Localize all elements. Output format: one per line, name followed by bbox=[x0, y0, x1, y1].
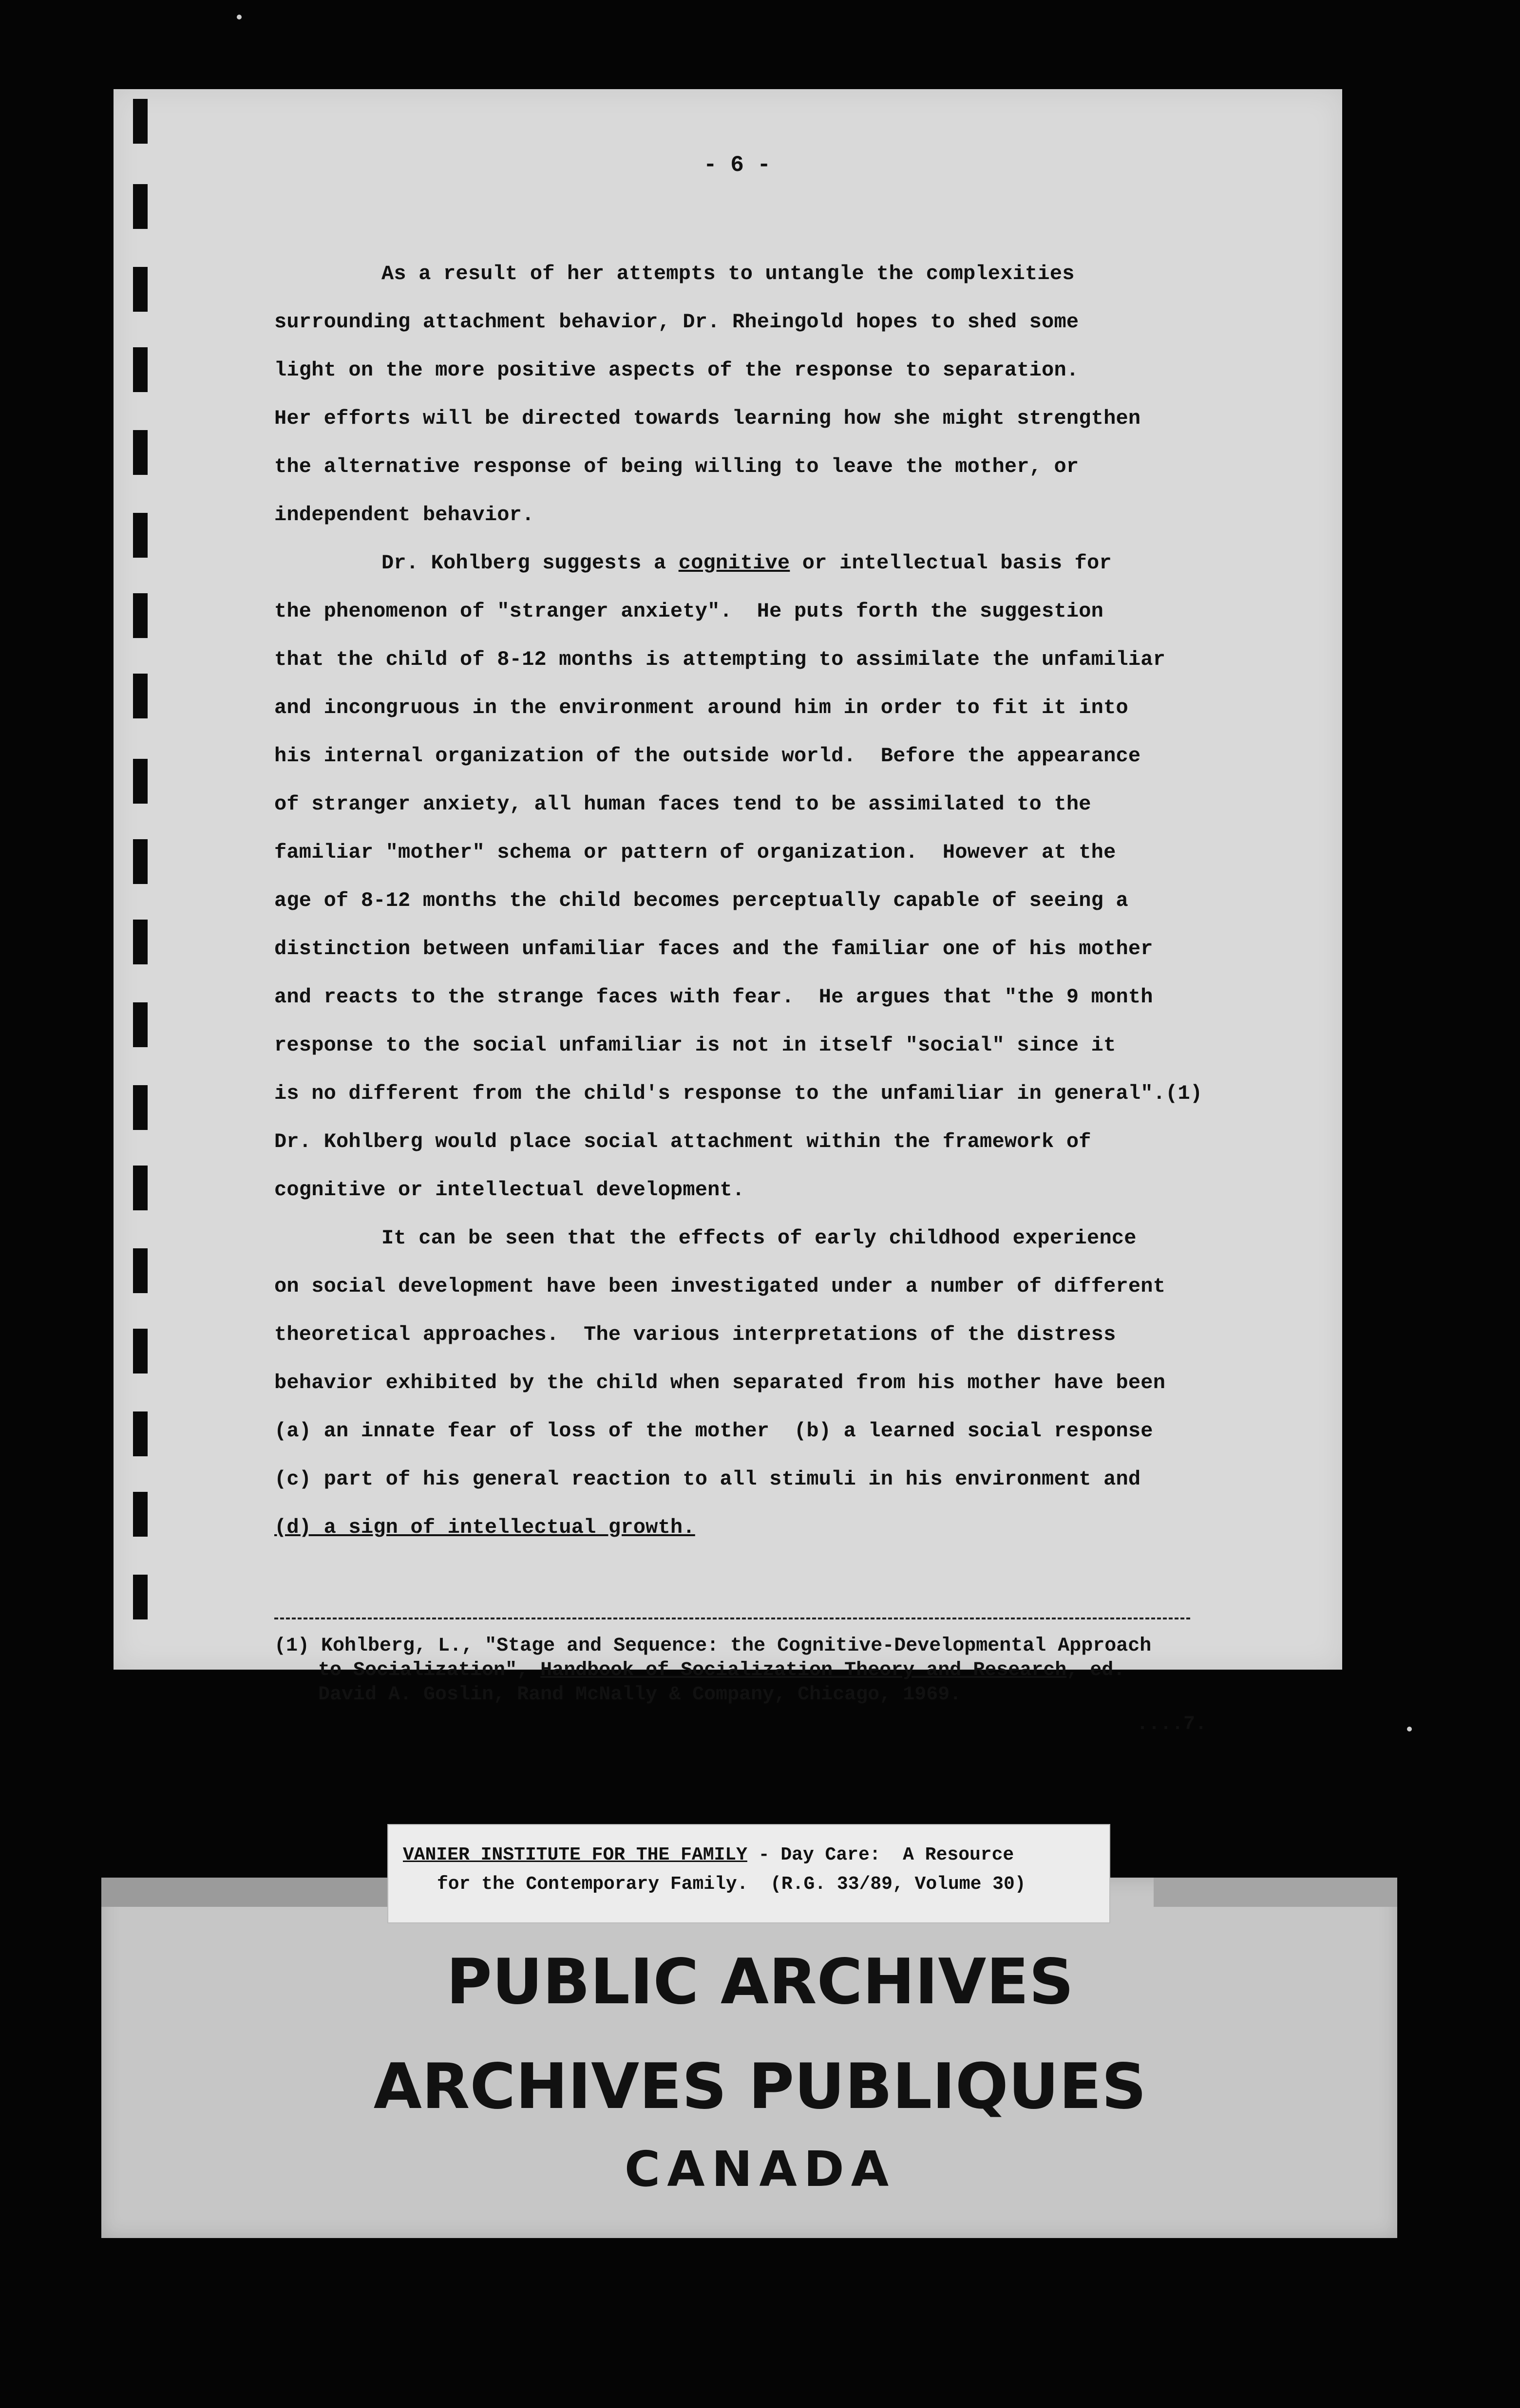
text-line: (c) part of his general reaction to all stimuli in his environment and bbox=[274, 1467, 1141, 1491]
text-line: cognitive or intellectual development. bbox=[274, 1178, 745, 1202]
film-sprocket-hole bbox=[133, 1085, 148, 1130]
footnote-text: Kohlberg, L., "Stage and Sequence: the Cognitive-Developmental Approach bbox=[309, 1635, 1152, 1657]
text-line: Dr. Kohlberg would place social attachment within the framework of bbox=[274, 1130, 1091, 1153]
film-speck bbox=[237, 15, 242, 19]
text-line: light on the more positive aspects of the response to separation. bbox=[274, 358, 1079, 382]
text-line: the alternative response of being willing to leave the mother, or bbox=[274, 455, 1079, 478]
film-sprocket-hole bbox=[133, 347, 148, 392]
underlined-word: cognitive bbox=[678, 551, 790, 575]
footnote-line: David A. Goslin, Rand McNally & Company, Chicago, 1969. bbox=[318, 1684, 962, 1706]
film-sprocket-hole bbox=[133, 1166, 148, 1210]
film-sprocket-hole bbox=[133, 759, 148, 804]
label-line-1 bbox=[403, 1844, 1014, 1865]
film-sprocket-hole bbox=[133, 1492, 148, 1537]
footnote-rule bbox=[274, 1618, 1190, 1619]
text-line: It can be seen that the effects of early childhood experience bbox=[381, 1226, 1137, 1250]
text-line: on social development have been investigated under a number of different bbox=[274, 1275, 1166, 1298]
text-line: As a result of her attempts to untangle the complexities bbox=[381, 262, 1075, 285]
typed-page bbox=[114, 89, 1342, 1735]
text-line: (d) a sign of intellectual growth. bbox=[274, 1516, 695, 1539]
film-speck bbox=[1407, 1727, 1412, 1731]
archive-label bbox=[387, 1824, 1110, 1923]
film-sprocket-hole bbox=[133, 674, 148, 718]
film-sprocket-hole bbox=[133, 1002, 148, 1047]
archive-heading-french: ARCHIVES PUBLIQUES bbox=[373, 2051, 1147, 2123]
archive-heading-english: PUBLIC ARCHIVES bbox=[446, 1946, 1074, 2018]
footnote-line bbox=[274, 1634, 1336, 1658]
card-edge bbox=[1154, 1878, 1397, 1907]
text-line: that the child of 8-12 months is attempting to assimilate the unfamiliar bbox=[274, 648, 1166, 671]
film-sprocket-hole bbox=[133, 267, 148, 312]
text-line bbox=[274, 539, 1317, 587]
text-line: and incongruous in the environment around him in order to fit it into bbox=[274, 696, 1128, 719]
film-sprocket-hole bbox=[133, 1329, 148, 1373]
text-line: surrounding attachment behavior, Dr. Rheingold hopes to shed some bbox=[274, 310, 1079, 334]
text-fragment: Dr. Kohlberg suggests a bbox=[381, 551, 679, 575]
text-line: independent behavior. bbox=[274, 503, 534, 527]
text-line: age of 8-12 months the child becomes perceptually capable of seeing a bbox=[274, 889, 1128, 912]
continuation-marker: ....7. bbox=[1137, 1713, 1207, 1735]
film-sprocket-hole bbox=[133, 920, 148, 964]
text-line: distinction between unfamiliar faces and the familiar one of his mother bbox=[274, 937, 1153, 960]
film-sprocket-hole bbox=[133, 1248, 148, 1293]
footnote-text: , ed. bbox=[1066, 1659, 1125, 1681]
footnote-book-title: Handbook of Socialization Theory and Research bbox=[540, 1659, 1067, 1681]
footnote-line bbox=[274, 1658, 1336, 1683]
text-line: is no different from the child's response to the unfamiliar in general".(1) bbox=[274, 1082, 1203, 1105]
label-institute: VANIER INSTITUTE FOR THE FAMILY bbox=[403, 1844, 747, 1865]
footnote-marker: (1) bbox=[274, 1635, 310, 1657]
text-line: theoretical approaches. The various interpretations of the distress bbox=[274, 1323, 1116, 1346]
label-line-2: for the Contemporary Family. (R.G. 33/89, Volume 30) bbox=[437, 1874, 1026, 1895]
film-sprocket-hole bbox=[133, 839, 148, 884]
text-line: behavior exhibited by the child when separated from his mother have been bbox=[274, 1371, 1166, 1394]
film-sprocket-hole bbox=[133, 1411, 148, 1456]
text-line: and reacts to the strange faces with fear. He argues that "the 9 month bbox=[274, 985, 1153, 1009]
page-number: - 6 - bbox=[703, 152, 771, 178]
body-text bbox=[274, 250, 1317, 1552]
film-sprocket-hole bbox=[133, 430, 148, 475]
footnote-text: to Socialization", bbox=[318, 1659, 541, 1681]
text-fragment: or intellectual basis for bbox=[790, 551, 1112, 575]
text-line: (a) an innate fear of loss of the mother (b) a learned social response bbox=[274, 1419, 1153, 1443]
film-sprocket-hole bbox=[133, 1575, 148, 1619]
text-line: response to the social unfamiliar is not in itself "social" since it bbox=[274, 1034, 1116, 1057]
film-sprocket-hole bbox=[133, 593, 148, 638]
text-line: the phenomenon of "stranger anxiety". He puts forth the suggestion bbox=[274, 600, 1104, 623]
archive-heading-country: CANADA bbox=[624, 2141, 896, 2198]
film-sprocket-hole bbox=[133, 99, 148, 144]
footnote bbox=[274, 1634, 1336, 1707]
film-sprocket-hole bbox=[133, 513, 148, 558]
text-line: his internal organization of the outside world. Before the appearance bbox=[274, 744, 1141, 768]
text-line: of stranger anxiety, all human faces tend to be assimilated to the bbox=[274, 792, 1091, 816]
label-title: - Day Care: A Resource bbox=[747, 1844, 1014, 1865]
film-sprocket-hole bbox=[133, 184, 148, 229]
text-line: familiar "mother" schema or pattern of organization. However at the bbox=[274, 841, 1116, 864]
text-line: Her efforts will be directed towards learning how she might strengthen bbox=[274, 407, 1141, 430]
